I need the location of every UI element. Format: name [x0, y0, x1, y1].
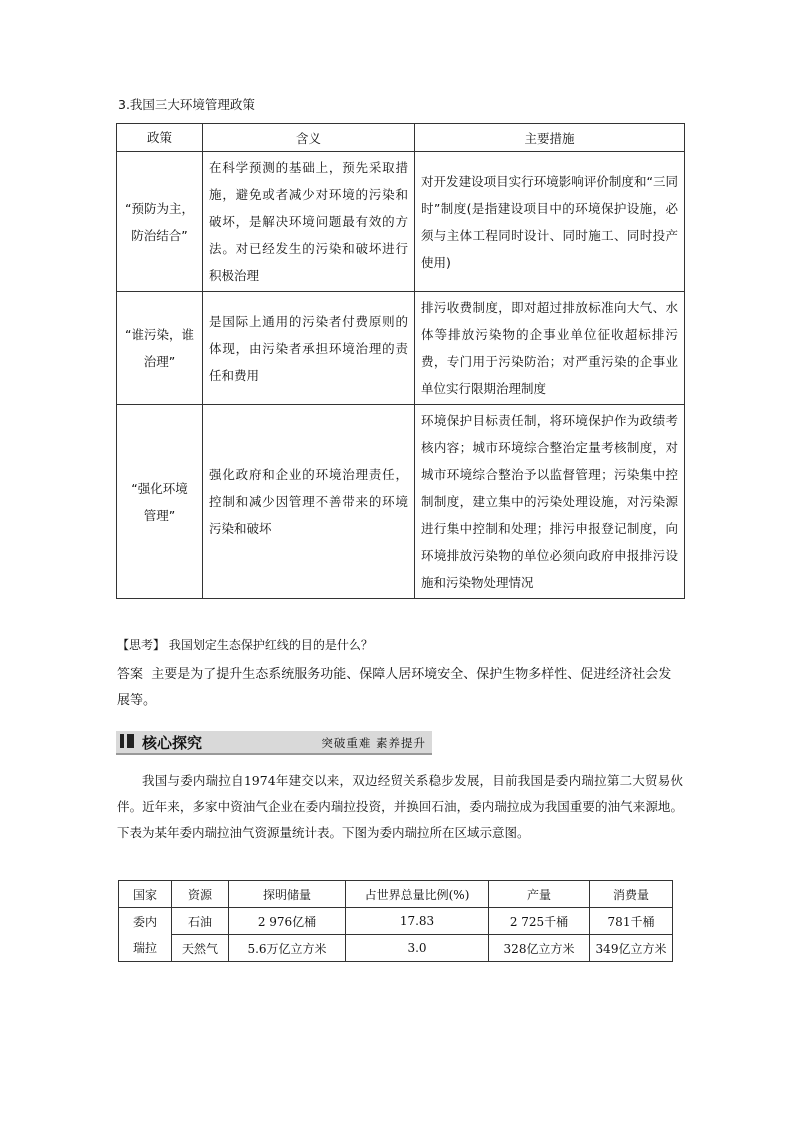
section-banner	[116, 731, 432, 755]
reserve-cell: 2 976亿桶	[229, 908, 346, 935]
banner-subtitle: 突破重难 素养提升	[321, 736, 426, 750]
table-row	[117, 405, 685, 599]
think-tag: 【思考】	[117, 638, 166, 652]
column-header: 探明储量	[229, 881, 346, 908]
resource-cell: 天然气	[172, 935, 229, 962]
banner-square-icon	[120, 734, 134, 748]
output-cell: 328亿立方米	[489, 935, 590, 962]
policy-name-line: “谁污染，谁	[125, 327, 194, 342]
policy-measure: 对开发建设项目实行环境影响评价制度和“三同时”制度(是指建设项目中的环境保护设施，必须与主体工程同时设计、同时施工、同时投产使用)	[415, 152, 685, 292]
column-header: 政策	[117, 124, 203, 152]
table-header-row	[117, 124, 685, 152]
column-header: 资源	[172, 881, 229, 908]
resource-cell: 石油	[172, 908, 229, 935]
policy-meaning: 是国际上通用的污染者付费原则的体现，由污染者承担环境治理的责任和费用	[203, 292, 415, 405]
column-header: 主要措施	[415, 124, 685, 152]
policy-name	[117, 152, 203, 292]
answer-text: 主要是为了提升生态系统服务功能、保障人居环境安全、保护生物多样性、促进经济社会发展等。	[117, 667, 672, 708]
country-line: 委内	[132, 914, 157, 929]
answer-block	[117, 662, 683, 714]
policy-name-line: “强化环境	[131, 480, 188, 496]
banner-title: 核心探究	[142, 734, 203, 752]
table-header-row	[119, 881, 673, 908]
think-question-text: 我国划定生态保护红线的目的是什么？	[168, 638, 373, 652]
policy-name-line: 治理”	[143, 354, 176, 369]
section-heading: 3.我国三大环境管理政策	[118, 97, 255, 112]
table-row	[119, 908, 673, 935]
intro-paragraph: 我国与委内瑞拉自1974年建交以来，双边经贸关系稳步发展，目前我国是委内瑞拉第二大贸易伙伴。近年来，多家中资油气企业在委内瑞拉投资，并换回石油，委内瑞拉成为我国重要的油气来源地。下表为某年委内瑞拉油气资源量统计表。下图为委内瑞拉所在区域示意图。	[117, 773, 683, 840]
column-header: 国家	[119, 881, 172, 908]
policy-meaning: 在科学预测的基础上，预先采取措施，避免或者减少对环境的污染和破坏，是解决环境问题最有效的方法。对已经发生的污染和破坏进行积极治理	[203, 152, 415, 292]
country-line: 瑞拉	[132, 940, 157, 955]
policy-name	[117, 292, 203, 405]
share-cell: 3.0	[346, 935, 489, 962]
resource-table	[118, 880, 673, 962]
output-cell: 2 725千桶	[489, 908, 590, 935]
policy-name-line: “预防为主，	[125, 200, 194, 216]
policy-name-line: 管理”	[143, 507, 176, 523]
consumption-cell: 349亿立方米	[590, 935, 673, 962]
column-header: 含义	[203, 124, 415, 152]
consumption-cell: 781千桶	[590, 908, 673, 935]
answer-label: 答案	[117, 667, 144, 682]
policy-name-line: 防治结合”	[131, 227, 188, 243]
country-cell	[119, 908, 172, 962]
reserve-cell: 5.6万亿立方米	[229, 935, 346, 962]
share-cell: 17.83	[346, 908, 489, 935]
column-header: 占世界总量比例(%)	[346, 881, 489, 908]
think-question	[117, 636, 373, 653]
table-row	[119, 935, 673, 962]
column-header: 消费量	[590, 881, 673, 908]
policy-measure: 排污收费制度，即对超过排放标准向大气、水体等排放污染物的企事业单位征收超标排污费，专门用于污染防治；对严重污染的企事业单位实行限期治理制度	[415, 292, 685, 405]
policy-name	[117, 405, 203, 599]
policy-measure: 环境保护目标责任制，将环境保护作为政绩考核内容；城市环境综合整治定量考核制度，对城市环境综合整治予以监督管理；污染集中控制制度，建立集中的污染处理设施，对污染源进行集中控制和处理；排污申报登记制度，向环境排放污染物的单位必须向政府申报排污设施和污染物处理情况	[415, 405, 685, 599]
table-row	[117, 292, 685, 405]
policy-table	[116, 123, 685, 599]
table-row	[117, 152, 685, 292]
column-header: 产量	[489, 881, 590, 908]
policy-meaning: 强化政府和企业的环境治理责任，控制和减少因管理不善带来的环境污染和破坏	[203, 405, 415, 599]
